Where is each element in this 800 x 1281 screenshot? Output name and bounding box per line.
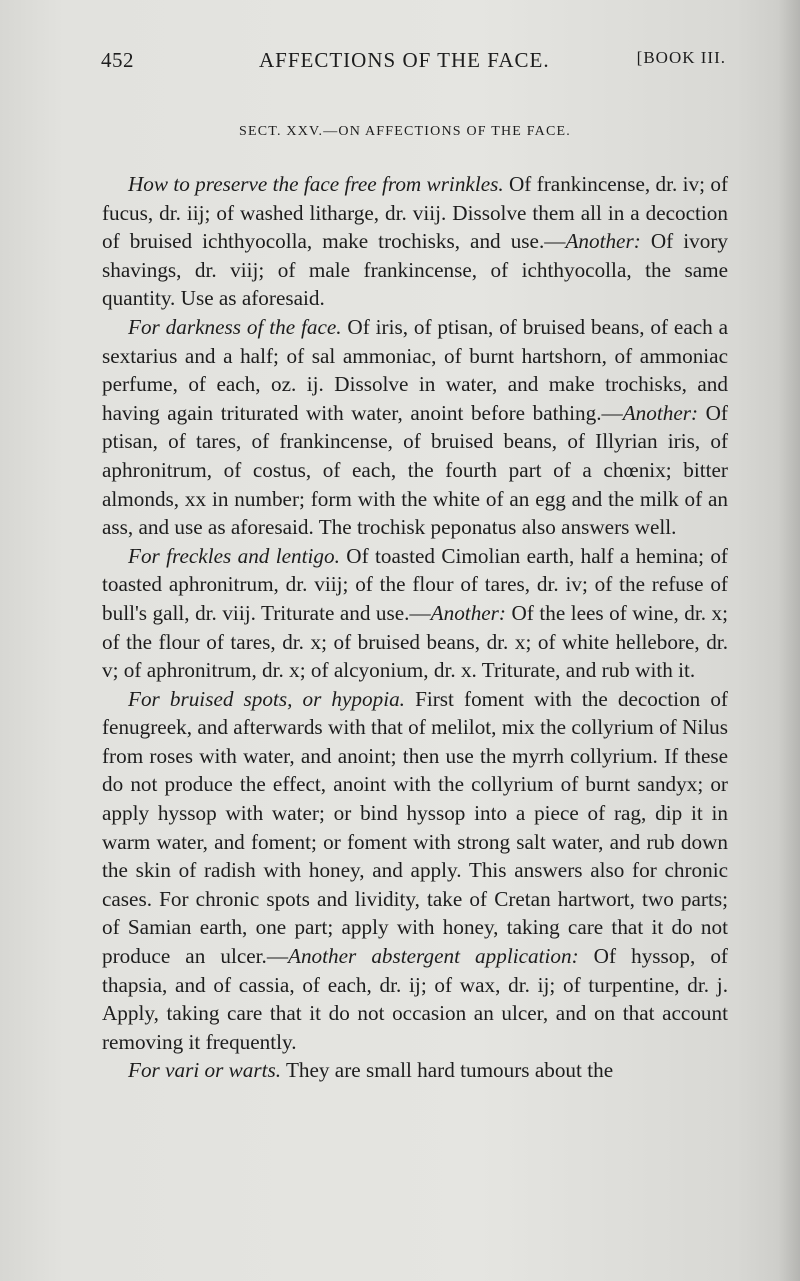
page-number: 452 [101,48,134,72]
inline-heading: Another abstergent application: [288,944,579,969]
book-reference: [BOOK III. [636,48,726,67]
paragraph-heading: For vari or warts. [128,1058,282,1083]
paragraph-text: Of iris, of ptisan, of bruised beans, of each a sextarius and a half; of sal ammoniac, of burnt hartshorn, of ammoniac perfume, of each, oz. ij. Dissolve in water, and make trochisks, and having again triturated with water, anoint before bathing.— [102,314,729,425]
section-title: SECT. XXV.—ON AFFECTIONS OF THE FACE. [239,124,571,139]
paragraph [102,170,728,313]
paragraph [102,313,728,542]
running-header [101,48,726,74]
paragraph-heading: For bruised spots, or hypopia. [128,686,405,711]
running-title: AFFECTIONS OF THE FACE. [259,48,550,72]
paragraph [102,685,728,1057]
page-gutter-shadow [778,0,800,1281]
paragraph-heading: How to preserve the face free from wrinkles. [128,172,504,196]
paragraph-text: Of ivory shavings, dr. viij; of male frankincense, of ichthyocolla, the same quantity. Use as aforesaid. [102,229,728,311]
paragraph-text: Of toasted Cimolian earth, half a hemina; of toasted aphronitrum, dr. viij; of the flour of tares, dr. iv; of the refuse of bull's gall, dr. viij. Triturate and use.— [102,543,728,625]
paragraph-heading: For darkness of the face. [128,314,342,339]
paragraph-text: Of frankincense, dr. iv; of fucus, dr. iij; of washed litharge, dr. viij. Dissolve them all in a decoction of bruised ichthyocolla, make trochisks, and use.— [102,172,728,254]
inline-heading: Another: [622,400,699,425]
paragraph-heading: For freckles and lentigo. [128,543,340,568]
body-text [102,170,728,1085]
paragraph-text: First foment with the decoction of fenugreek, and afterwards with that of melilot, mix the collyrium of Nilus from roses with water, and anoint; then use the myrrh collyrium. If these do not produce the effect, anoint with the collyrium of burnt sandyx; or apply hyssop with water; or bind hyssop into a piece of rag, dip it in warm water, and foment; or foment with strong salt water, and rub down the skin of radish with honey, and apply. This answers also for chronic cases. For chronic spots and lividity, take of Cretan hartwort, two parts; of Samian earth, one part; apply with honey, taking care that it do not produce an ulcer.— [102,686,728,969]
paragraph-text: They are small hard tumours about the [281,1058,614,1083]
inline-heading: Another: [565,229,641,254]
paragraph [102,1056,728,1085]
paragraph-text: Of ptisan, of tares, of frankincense, of bruised beans, of Illyrian iris, of aphronitrum, of costus, of each, the fourth part of a chœnix; bitter almonds, xx in number; form with the white of an egg and the milk of an ass, and use as aforesaid. The trochisk peponatus also answers well. [102,400,728,540]
paragraph [102,542,728,685]
paragraph-text: Of the lees of wine, dr. x; of the flour of tares, dr. x; of bruised beans, dr. x; of white hellebore, dr. v; of aphronitrum, dr. x; of alcyonium, dr. x. Triturate, and rub with it. [102,600,728,683]
paragraph-text: Of hyssop, of thapsia, and of cassia, of each, dr. ij; of wax, dr. ij; of turpentine, dr. j. Apply, taking care that it do not occasion an ulcer, and on that account removing it frequently. [102,944,728,1054]
inline-heading: Another: [430,600,506,625]
